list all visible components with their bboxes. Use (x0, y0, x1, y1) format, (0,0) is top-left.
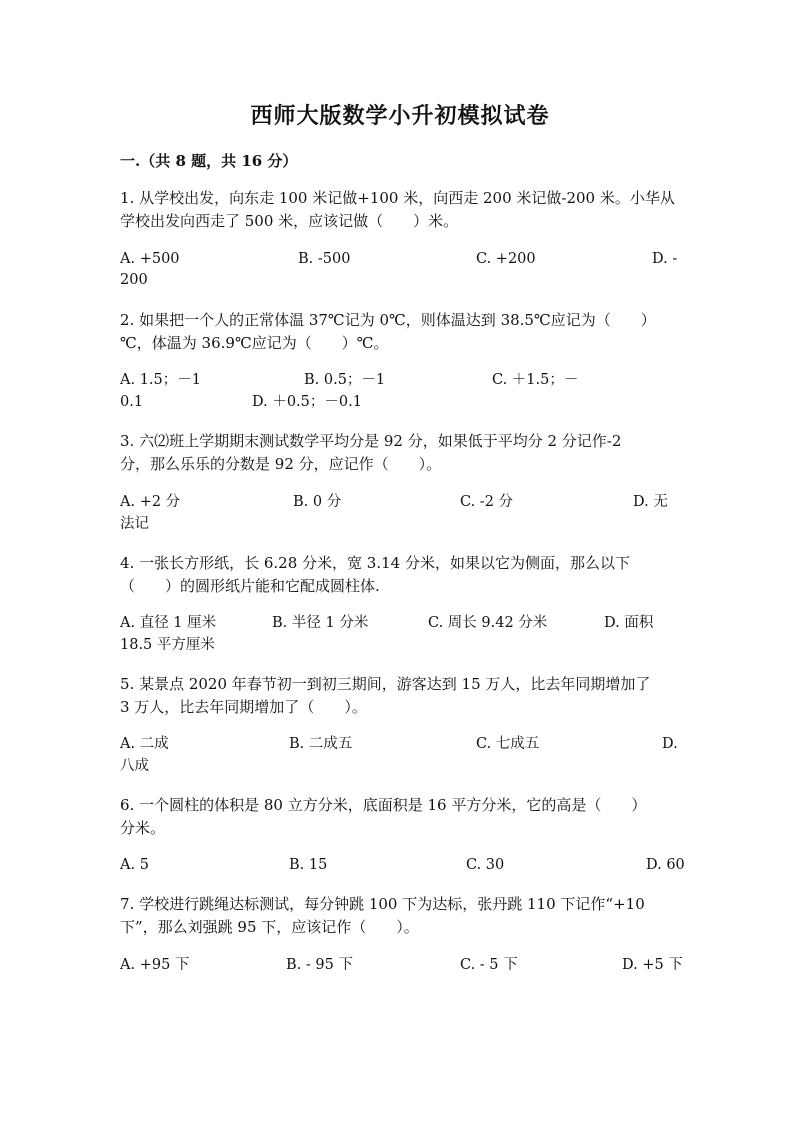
question-1-option-d: D. - (652, 251, 678, 267)
question-4 (120, 552, 680, 598)
question-6-line-1: 6. 一个圆柱的体积是 80 立方分米，底面积是 16 平方分米，它的高是（ ） (120, 796, 647, 814)
question-7-line-2: 下”，那么刘强跳 95 下，应该记作（ ）。 (120, 918, 419, 936)
question-6-option-d: D. 60 (646, 857, 685, 873)
question-4-option-d-wrap: 18.5 平方厘米 (120, 637, 215, 653)
question-4-line-1: 4. 一张长方形纸，长 6.28 分米，宽 3.14 分米，如果以它为侧面，那么以下 (120, 554, 630, 572)
question-5-option-d-wrap: 八成 (120, 758, 149, 774)
question-5-line-2: 3 万人，比去年同期增加了（ ）。 (120, 698, 367, 716)
question-7-option-b: B. - 95 下 (286, 957, 353, 973)
question-4-option-b: B. 半径 1 分米 (272, 615, 369, 631)
question-4-option-a: A. 直径 1 厘米 (120, 615, 217, 631)
question-4-line-2: （ ）的圆形纸片能和它配成圆柱体. (120, 577, 380, 595)
question-2-line-2: ℃，体温为 36.9℃应记为（ ）℃。 (120, 334, 389, 352)
question-3-option-c: C. -2 分 (460, 494, 514, 510)
question-1 (120, 187, 680, 233)
question-1-line-1: 1. 从学校出发，向东走 100 米记做+100 米，向西走 200 米记做-200 米。小华从 (120, 189, 675, 207)
question-2 (120, 309, 680, 355)
question-5-option-b: B. 二成五 (289, 736, 353, 752)
question-6-option-c: C. 30 (466, 857, 505, 873)
question-6-line-2: 分米。 (120, 819, 166, 837)
question-1-option-a: A. +500 (120, 251, 180, 267)
question-2-option-c: C. ＋1.5；－ (492, 372, 579, 388)
question-3-line-1: 3. 六⑵班上学期期末测试数学平均分是 92 分，如果低于平均分 2 分记作-2 (120, 432, 622, 450)
question-1-option-c: C. +200 (476, 251, 536, 267)
question-7 (120, 893, 680, 939)
question-2-option-c-wrap: 0.1 (120, 394, 144, 410)
question-2-option-d: D. ＋0.5；－0.1 (252, 394, 362, 410)
question-3-option-a: A. +2 分 (120, 494, 181, 510)
question-5-option-d: D. (662, 736, 678, 752)
question-7-option-d: D. +5 下 (622, 957, 683, 973)
question-3-option-d: D. 无 (633, 494, 668, 510)
question-6 (120, 794, 680, 840)
question-3-option-b: B. 0 分 (293, 494, 342, 510)
question-6-option-b: B. 15 (289, 857, 328, 873)
question-4-option-c: C. 周长 9.42 分米 (428, 615, 548, 631)
question-5-line-1: 5. 某景点 2020 年春节初一到初三期间，游客达到 15 万人，比去年同期增加了 (120, 675, 651, 693)
question-5-option-c: C. 七成五 (476, 736, 540, 752)
question-5-option-a: A. 二成 (120, 736, 169, 752)
question-4-option-d: D. 面积 (604, 615, 654, 631)
question-7-option-a: A. +95 下 (120, 957, 190, 973)
section-heading: 一.（共 8 题，共 16 分） (120, 152, 298, 170)
question-2-line-1: 2. 如果把一个人的正常体温 37℃记为 0℃，则体温达到 38.5℃应记为（ ） (120, 311, 656, 329)
question-6-option-a: A. 5 (120, 857, 149, 873)
question-7-line-1: 7. 学校进行跳绳达标测试，每分钟跳 100 下为达标，张丹跳 110 下记作“+10 (120, 895, 645, 913)
question-1-line-2: 学校出发向西走了 500 米，应该记做（ ）米。 (120, 212, 459, 230)
question-2-option-a: A. 1.5；－1 (120, 372, 201, 388)
page-title: 西师大版数学小升初模拟试卷 (250, 103, 550, 129)
question-5 (120, 673, 680, 719)
question-1-option-b: B. -500 (298, 251, 351, 267)
question-2-option-b: B. 0.5；－1 (304, 372, 386, 388)
question-7-option-c: C. - 5 下 (460, 957, 518, 973)
question-1-option-d-wrap: 200 (120, 272, 148, 288)
question-3-option-d-wrap: 法记 (120, 516, 149, 532)
question-3-line-2: 分，那么乐乐的分数是 92 分，应记作（ ）。 (120, 455, 442, 473)
question-3 (120, 430, 680, 476)
